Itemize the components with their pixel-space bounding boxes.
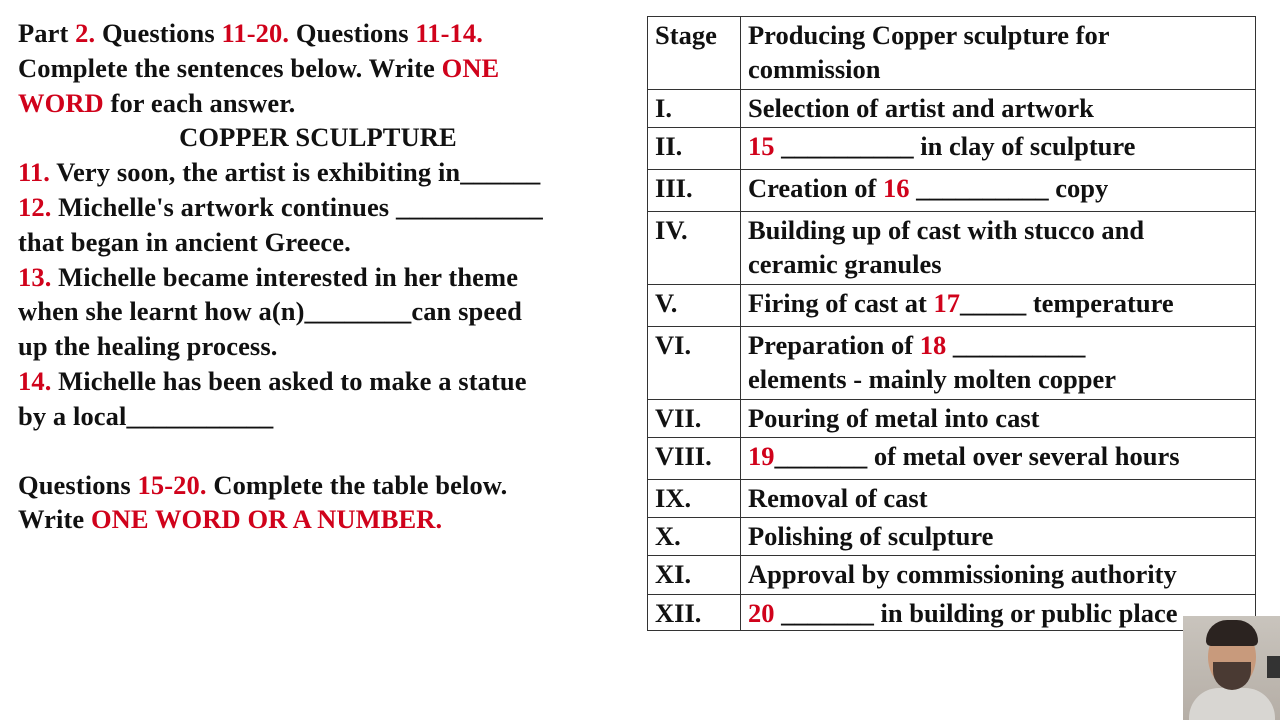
word-limit: ONE WORD OR A NUMBER. <box>90 504 443 535</box>
description-cell <box>741 400 1256 438</box>
table-row <box>648 595 1256 631</box>
stage-cell: VII. <box>648 400 741 438</box>
stages-table <box>647 16 1256 631</box>
text: __________ copy <box>909 173 1109 203</box>
question-13 <box>18 260 618 295</box>
question-12 <box>18 190 618 225</box>
presenter-hair <box>1206 620 1258 646</box>
question-range: 15-20. <box>137 469 207 500</box>
table-row <box>648 90 1256 128</box>
text: Creation of <box>748 173 883 203</box>
question-12-cont: that began in ancient Greece. <box>18 226 351 257</box>
text: Questions <box>95 18 222 48</box>
text: Removal of cast <box>748 483 928 513</box>
text: elements - mainly molten copper <box>748 364 1116 394</box>
question-number: 20 <box>748 598 775 628</box>
word-limit: WORD <box>18 87 104 118</box>
instruction <box>18 51 618 86</box>
part-number: 2. <box>75 18 96 48</box>
stage-cell: X. <box>648 518 741 556</box>
question-number: 14. <box>18 365 52 396</box>
table-row <box>648 285 1256 327</box>
question-11 <box>18 155 618 190</box>
text: Selection of artist and artwork <box>748 93 1094 123</box>
description-cell <box>741 595 1256 631</box>
presenter-shirt <box>1189 688 1275 720</box>
section-title: COPPER SCULPTURE <box>179 122 457 153</box>
question-number: 19 <box>748 441 775 471</box>
question-text: Michelle has been asked to make a statue <box>51 365 527 396</box>
question-number: 15 <box>748 131 775 161</box>
text: Complete the sentences below. Write <box>18 52 442 83</box>
text: Building up of cast with stucco and <box>748 215 1145 245</box>
table-row <box>648 212 1256 285</box>
stage-cell: IV. <box>648 212 741 285</box>
question-13-cont: up the healing process. <box>18 331 278 362</box>
question-text: Very soon, the artist is exhibiting in______ <box>49 157 541 188</box>
table-row <box>648 438 1256 480</box>
description-cell <box>741 212 1256 285</box>
question-number: 11. <box>18 157 50 188</box>
text: ceramic granules <box>748 249 942 279</box>
description-cell <box>741 327 1256 400</box>
description-cell <box>741 480 1256 518</box>
question-text: Michelle's artwork continues ___________ <box>51 191 543 222</box>
description-cell <box>741 518 1256 556</box>
question-number: 12. <box>18 191 52 222</box>
table-row <box>648 128 1256 170</box>
text: Questions <box>18 469 138 500</box>
text: Producing Copper sculpture for <box>748 20 1110 50</box>
stage-cell: III. <box>648 170 741 212</box>
text: for each answer. <box>103 87 296 118</box>
stage-cell: I. <box>648 90 741 128</box>
spacer <box>18 434 618 468</box>
text: Write <box>18 504 91 535</box>
description-cell <box>741 90 1256 128</box>
table-row <box>648 327 1256 400</box>
presenter-webcam <box>1183 616 1280 720</box>
text: _____ temperature <box>959 288 1174 318</box>
table-header-row <box>648 17 1256 90</box>
text: commission <box>748 54 881 84</box>
text: Approval by commissioning authority <box>748 559 1177 589</box>
text: Preparation of <box>748 330 920 360</box>
text: Pouring of metal into cast <box>748 403 1040 433</box>
text: _______ of metal over several hours <box>774 441 1180 471</box>
question-number: 18 <box>919 330 947 360</box>
text: _______ in building or public place <box>774 598 1178 628</box>
stage-cell: XI. <box>648 556 741 595</box>
table-instruction <box>18 468 618 503</box>
stage-header: Stage <box>648 17 741 90</box>
stage-cell: XII. <box>648 595 741 631</box>
text: Part <box>18 18 76 48</box>
text: __________ in clay of sculpture <box>774 131 1136 161</box>
description-cell <box>741 170 1256 212</box>
stage-cell: VI. <box>648 327 741 400</box>
presenter-beard <box>1213 662 1251 690</box>
word-limit: ONE <box>441 52 500 83</box>
text: __________ <box>946 330 1086 360</box>
table-instruction <box>18 502 618 537</box>
description-cell <box>741 556 1256 595</box>
instruction <box>18 86 618 121</box>
questions-panel <box>18 16 618 537</box>
question-14-cont: by a local___________ <box>18 400 274 431</box>
table-row <box>648 556 1256 595</box>
question-number: 13. <box>18 261 52 292</box>
question-number: 16 <box>882 173 910 203</box>
question-number: 17 <box>933 288 960 318</box>
stage-cell: V. <box>648 285 741 327</box>
text: Polishing of sculpture <box>748 521 994 551</box>
description-cell <box>741 128 1256 170</box>
description-cell <box>741 285 1256 327</box>
description-header <box>741 17 1256 90</box>
text: Questions <box>289 18 416 48</box>
part-heading <box>18 16 618 51</box>
text: Complete the table below. <box>206 469 508 500</box>
table-row <box>648 518 1256 556</box>
text: Firing of cast at <box>748 288 934 318</box>
question-14 <box>18 364 618 399</box>
stage-cell: VIII. <box>648 438 741 480</box>
stage-cell: IX. <box>648 480 741 518</box>
table-row <box>648 400 1256 438</box>
table-row <box>648 480 1256 518</box>
background-frame <box>1267 656 1280 678</box>
table-row <box>648 170 1256 212</box>
question-range: 11-20. <box>221 18 290 48</box>
question-range: 11-14. <box>415 18 483 48</box>
question-13-cont: when she learnt how a(n)________can speed <box>18 296 522 327</box>
question-text: Michelle became interested in her theme <box>51 261 519 292</box>
stage-cell: II. <box>648 128 741 170</box>
description-cell <box>741 438 1256 480</box>
